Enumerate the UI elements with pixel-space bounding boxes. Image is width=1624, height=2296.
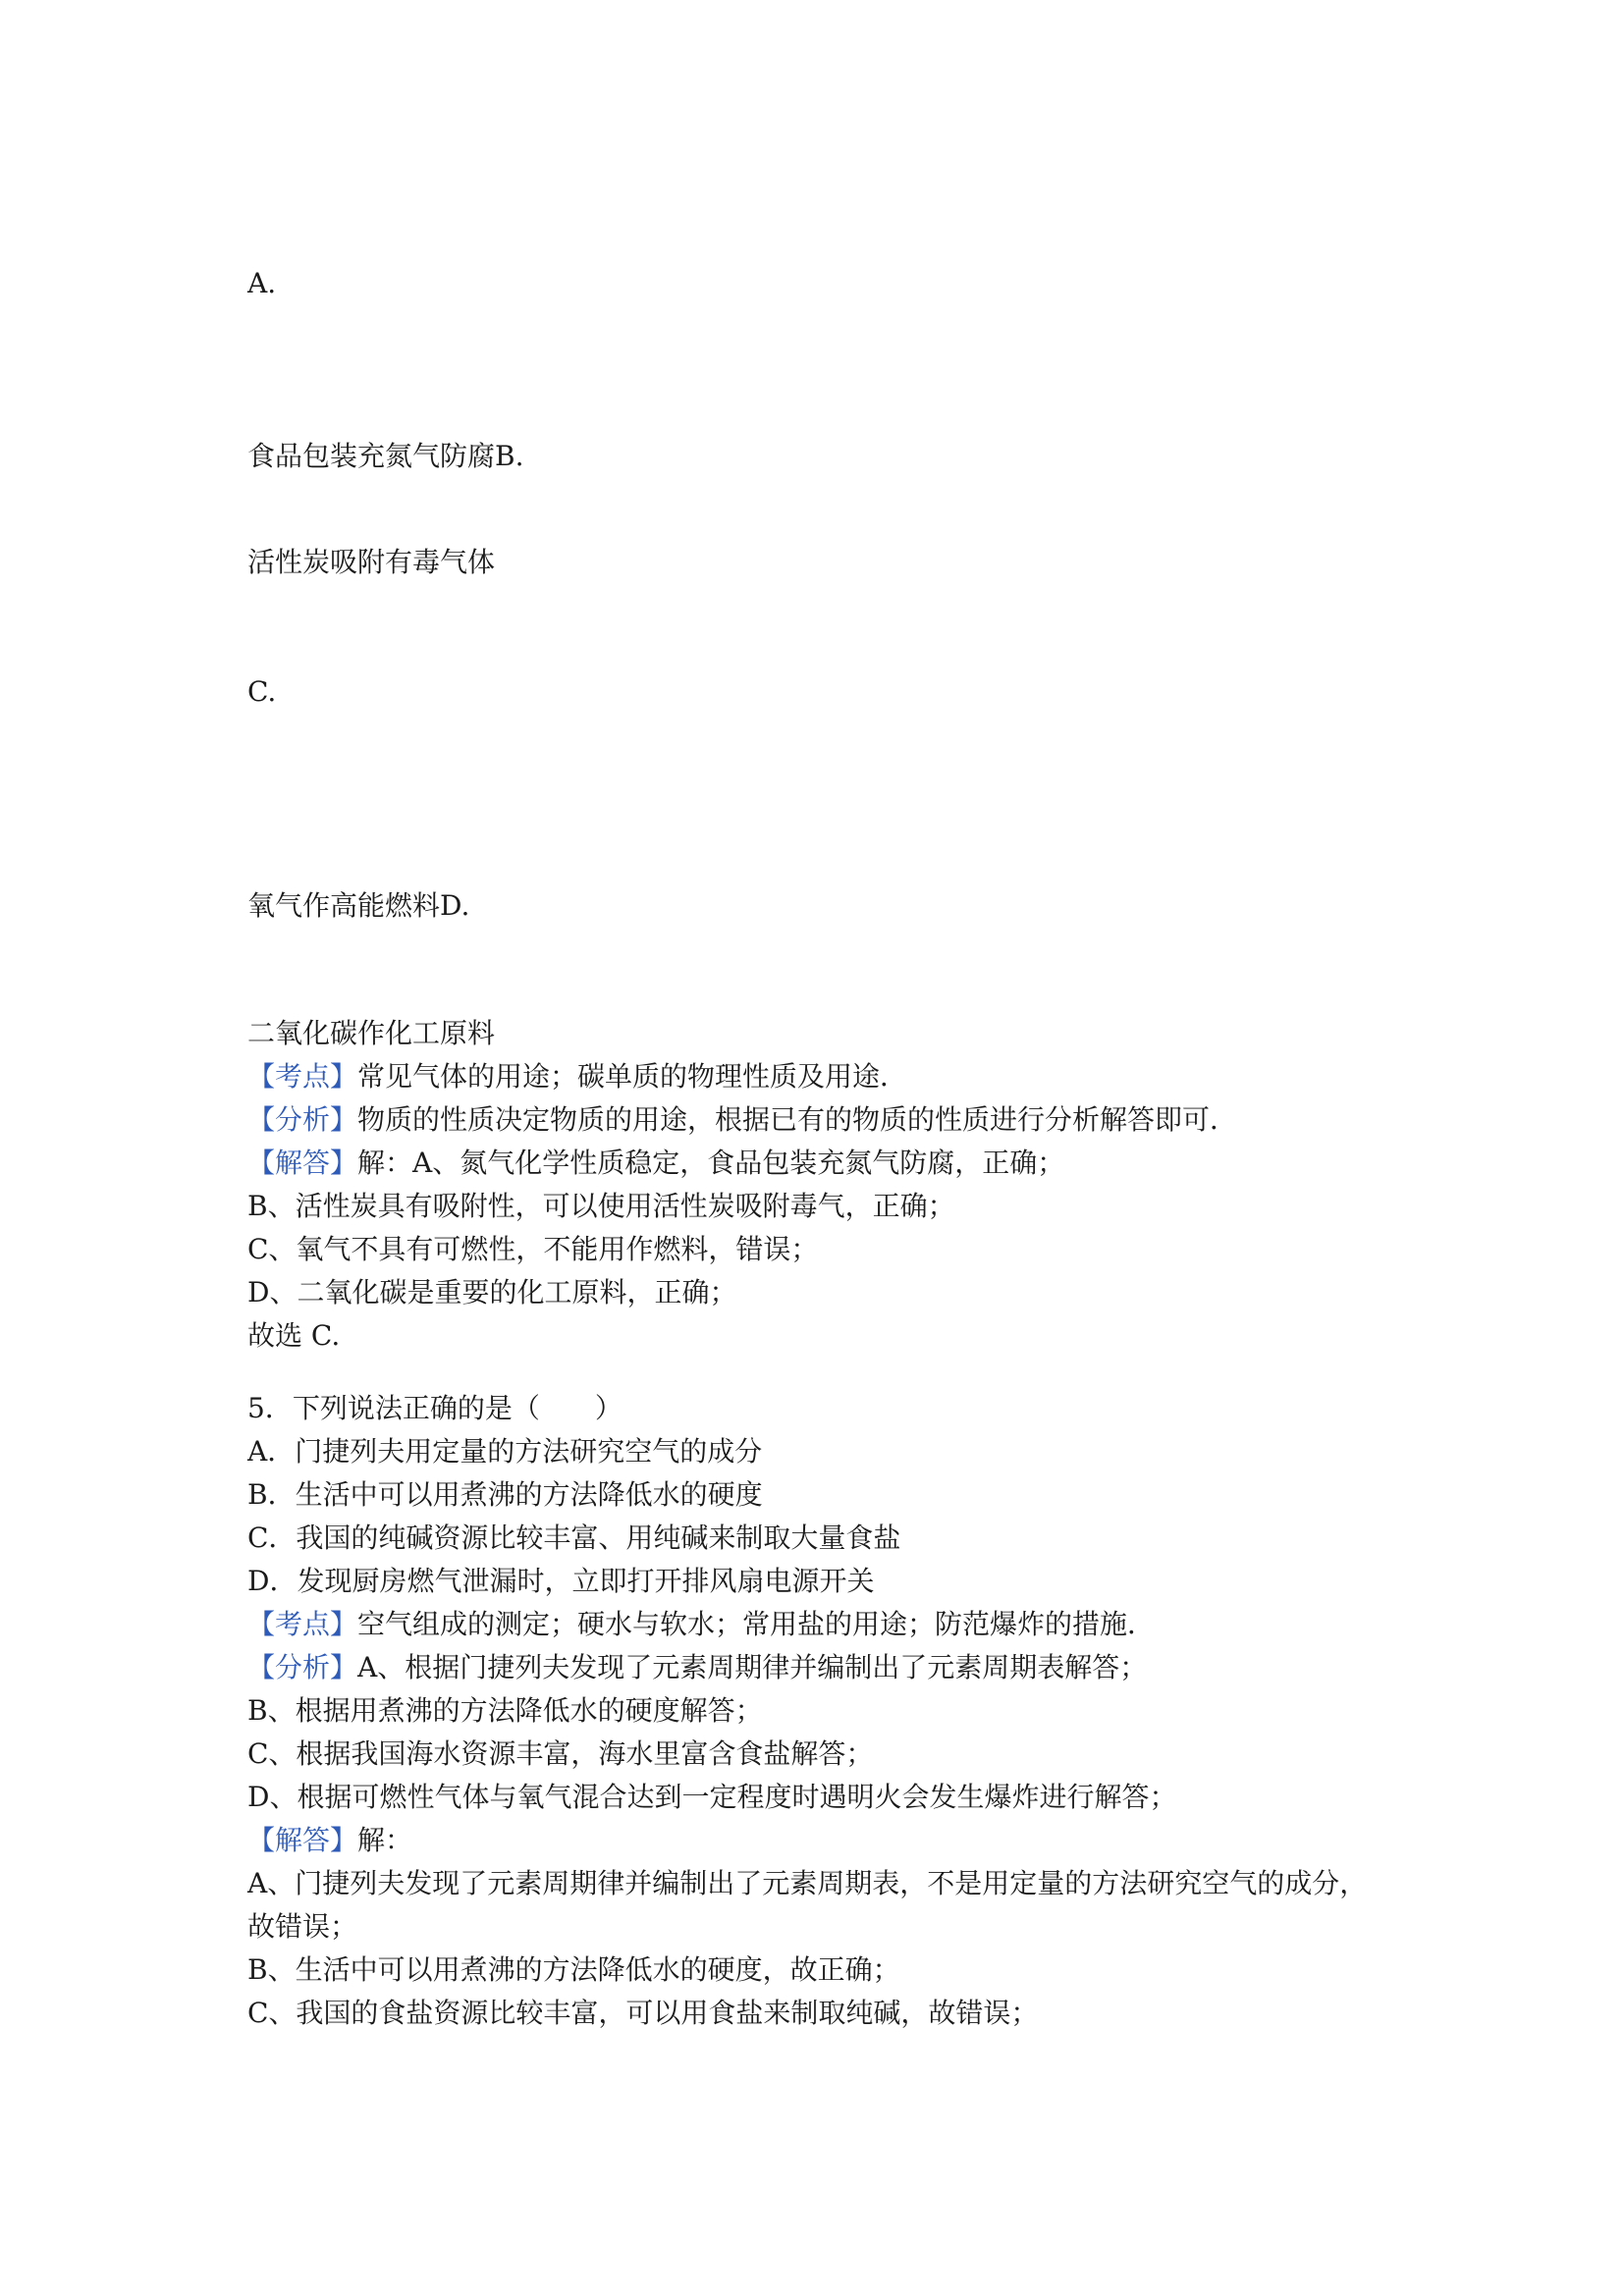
q5-fenxi-line <box>247 1651 1147 1684</box>
q5-fenxi-d: D、根据可燃性气体与氧气混合达到一定程度时遇明火会发生爆炸进行解答； <box>247 1781 1177 1813</box>
q4-kaodian-tag: 考点 <box>275 1060 331 1093</box>
q5-jieda-a2: 故错误； <box>247 1910 358 1943</box>
q4-option-a-text: 食品包装充氮气防腐 <box>247 440 496 472</box>
q4-option-c-caption <box>247 889 469 923</box>
q5-kaodian-close: 】 <box>330 1608 358 1640</box>
q5-fenxi-open: 【 <box>247 1651 276 1683</box>
q5-option-b: B．生活中可以用煮沸的方法降低水的硬度 <box>247 1478 763 1511</box>
q4-fenxi-close: 】 <box>330 1103 358 1136</box>
q5-option-d: D．发现厨房燃气泄漏时，立即打开排风扇电源开关 <box>247 1565 875 1597</box>
q5-question: 5．下列说法正确的是（ ） <box>247 1392 623 1424</box>
q4-option-c-text: 氧气作高能燃料 <box>247 889 441 922</box>
q4-jieda-text: 解：A、氮气化学性质稳定，食品包装充氮气防腐，正确； <box>357 1147 1065 1179</box>
q4-fenxi-open: 【 <box>247 1103 276 1136</box>
q5-kaodian-open: 【 <box>247 1608 276 1640</box>
q4-jieda-open: 【 <box>247 1147 276 1179</box>
q4-conclusion: 故选 C. <box>247 1319 341 1352</box>
q4-option-c-letter: C. <box>247 675 277 708</box>
q5-jieda-a1: A、门捷列夫发现了元素周期律并编制出了元素周期表，不是用定量的方法研究空气的成分， <box>247 1867 1368 1899</box>
q5-fenxi-text: A、根据门捷列夫发现了元素周期律并编制出了元素周期表解答； <box>357 1651 1148 1683</box>
q5-jieda-line <box>247 1824 412 1857</box>
q4-answer-b: B、活性炭具有吸附性，可以使用活性炭吸附毒气，正确； <box>247 1190 955 1222</box>
q4-answer-c: C、氧气不具有可燃性，不能用作燃料，错误； <box>247 1233 819 1265</box>
q4-option-a-letter: A. <box>247 267 277 299</box>
q4-kaodian-line <box>247 1060 907 1094</box>
q5-jieda-close: 】 <box>330 1824 358 1856</box>
q5-kaodian-line <box>247 1608 1155 1641</box>
q5-jieda-b: B、生活中可以用煮沸的方法降低水的硬度，故正确； <box>247 1953 900 1986</box>
q5-option-c: C．我国的纯碱资源比较丰富、用纯碱来制取大量食盐 <box>247 1522 901 1554</box>
q5-option-a: A．门捷列夫用定量的方法研究空气的成分 <box>247 1435 763 1468</box>
q4-jieda-close: 】 <box>330 1147 358 1179</box>
q5-jieda-c: C、我国的食盐资源比较丰富，可以用食盐来制取纯碱，故错误； <box>247 1997 1039 2029</box>
q4-kaodian-open: 【 <box>247 1060 276 1093</box>
q4-option-b-letter: B. <box>495 440 524 472</box>
q5-fenxi-c: C、根据我国海水资源丰富，海水里富含食盐解答； <box>247 1737 874 1770</box>
q4-option-d-text: 二氧化碳作化工原料 <box>247 1017 496 1049</box>
q5-kaodian-text: 空气组成的测定；硬水与软水；常用盐的用途；防范爆炸的措施． <box>357 1608 1156 1640</box>
q4-jieda-tag: 解答 <box>275 1147 331 1179</box>
q5-fenxi-close: 】 <box>330 1651 358 1683</box>
q4-fenxi-line <box>247 1103 1237 1137</box>
q5-kaodian-tag: 考点 <box>275 1608 331 1640</box>
q4-option-d-letter: D. <box>440 889 470 922</box>
q5-jieda-tag: 解答 <box>275 1824 331 1856</box>
q5-jieda-text: 解： <box>357 1824 413 1856</box>
q5-fenxi-b: B、根据用煮沸的方法降低水的硬度解答； <box>247 1694 763 1727</box>
q5-fenxi-tag: 分析 <box>275 1651 331 1683</box>
q4-fenxi-text: 物质的性质决定物质的用途，根据已有的物质的性质进行分析解答即可． <box>357 1103 1238 1136</box>
q5-jieda-open: 【 <box>247 1824 276 1856</box>
q4-answer-d: D、二氧化碳是重要的化工原料，正确； <box>247 1276 737 1308</box>
q4-fenxi-tag: 分析 <box>275 1103 331 1136</box>
q4-kaodian-close: 】 <box>330 1060 358 1093</box>
q4-option-a-caption <box>247 440 524 473</box>
q4-option-b-text: 活性炭吸附有毒气体 <box>247 546 496 578</box>
q4-jieda-line <box>247 1147 1064 1180</box>
q4-kaodian-text: 常见气体的用途；碳单质的物理性质及用途． <box>357 1060 908 1093</box>
